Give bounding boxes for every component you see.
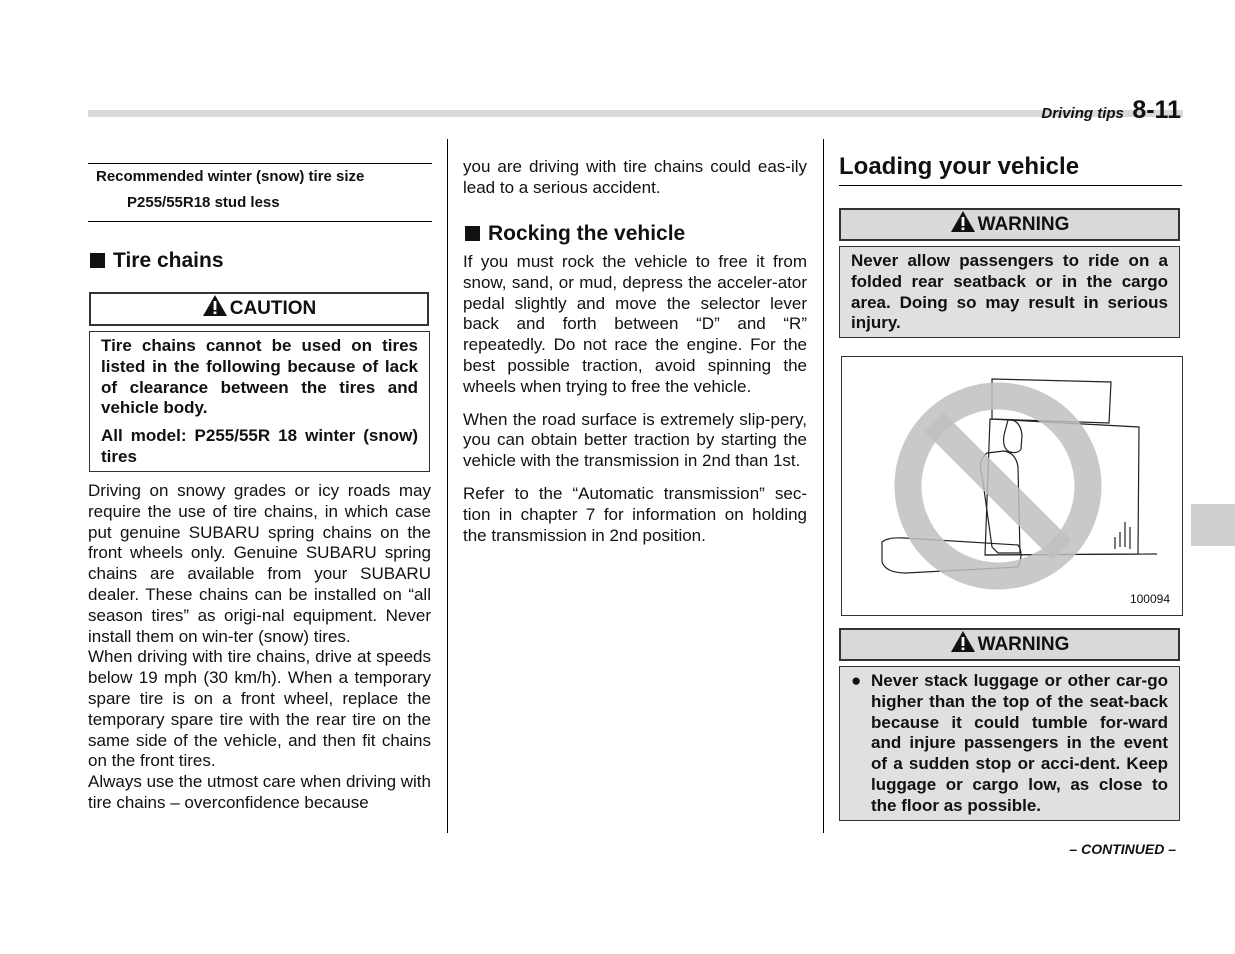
warning-label-box-1	[839, 208, 1180, 241]
loading-heading-rule	[839, 185, 1182, 186]
middle-paragraph-1: If you must rock the vehicle to free it from snow, sand, or mud, depress the acceler-ator pedal slightly and move the selector lever back and forth between “D” and “R” repeatedly. Do not race the engine. For the best possible traction, avoid spinning the wheels when trying to free the vehicle.	[463, 252, 807, 396]
warning-triangle-icon	[950, 630, 976, 662]
warning-label-1: WARNING	[977, 214, 1070, 235]
continued-footer: – CONTINUED –	[1069, 841, 1176, 857]
caution-text-1: Tire chains cannot be used on tires listed in the following because of lack of clearance between the tires and vehicle body.	[101, 336, 418, 418]
heading-square-icon	[90, 253, 105, 268]
spec-rule-top	[88, 163, 432, 164]
left-paragraph-1: Driving on snowy grades or icy roads may require the use of tire chains, in which case put genuine SUBARU spring chains on the front wheels only. Genuine SUBARU spring chains are available from your SUBARU dealer. These chains can be installed on “all season tires” as origi-nal equipment. Never install them on win-ter (snow) tires.	[88, 481, 431, 646]
warning-triangle-icon	[950, 210, 976, 242]
cargo-illustration	[841, 356, 1183, 616]
heading-square-icon	[465, 226, 480, 241]
prohibition-icon	[908, 396, 1088, 576]
left-body-text	[88, 481, 431, 814]
tire-chains-heading: Tire chains	[90, 249, 224, 273]
warning-1-text: Never allow passengers to ride on a folded rear seatback or in the cargo area. Doing so may result in serious injury.	[851, 251, 1168, 333]
middle-paragraph-3: Refer to the “Automatic transmission” sec-tion in chapter 7 for information on holding the transmission in 2nd position.	[463, 483, 807, 545]
spec-label: Recommended winter (snow) tire size	[96, 168, 365, 185]
caution-message-box	[89, 331, 430, 472]
warning-2-bullet-item	[851, 671, 1168, 817]
warning-message-box-1	[839, 246, 1180, 338]
chapter-tab	[1191, 504, 1235, 546]
warning-2-bullet-text: Never stack luggage or other car-go higher than the top of the seat-back because it could tumble for-ward and injure passengers in the event of a sudden stop or acci-dent. Keep luggage or cargo low, as close to the floor as possible.	[871, 671, 1168, 815]
loading-heading: Loading your vehicle	[839, 153, 1080, 180]
warning-label-2: WARNING	[977, 634, 1070, 655]
column-divider-1	[447, 139, 448, 833]
spec-rule-bottom	[88, 221, 432, 222]
caution-label: CAUTION	[229, 298, 317, 319]
warning-label-box-2	[839, 628, 1180, 661]
figure-id: 100094	[1129, 592, 1170, 606]
rocking-heading: Rocking the vehicle	[465, 222, 685, 246]
section-title: Driving tips	[1041, 105, 1124, 122]
bullet-dot-icon: ●	[851, 671, 862, 690]
middle-body-text	[463, 252, 807, 546]
caution-label-box	[89, 292, 429, 326]
middle-paragraph-2: When the road surface is extremely slip-pery, you can obtain better traction by starting the vehicle with the transmission in 2nd than 1st.	[463, 409, 807, 471]
middle-continued-paragraph: you are driving with tire chains could eas-ily lead to a serious accident.	[463, 157, 807, 197]
spec-value: P255/55R18 stud less	[127, 194, 280, 211]
left-paragraph-2: When driving with tire chains, drive at speeds below 19 mph (30 km/h). When a temporary spare tire is on a front wheel, replace the temporary spare tire with the rear tire on the same side of the vehicle, and then fit chains on the front tires.	[88, 647, 431, 771]
seat-cargo-drawing	[842, 357, 1182, 615]
header-rule	[88, 110, 1183, 117]
warning-triangle-icon	[202, 294, 228, 327]
left-paragraph-3: Always use the utmost care when driving with tire chains – overconfidence because	[88, 772, 431, 812]
page-number: 8-11	[1132, 96, 1181, 124]
warning-message-box-2	[839, 666, 1180, 821]
middle-continued-text	[463, 157, 807, 199]
caution-text-2: All model: P255/55R 18 winter (snow) tires	[101, 426, 418, 466]
headrest	[1004, 420, 1022, 453]
page-header	[1041, 96, 1181, 125]
column-divider-2	[823, 139, 824, 833]
